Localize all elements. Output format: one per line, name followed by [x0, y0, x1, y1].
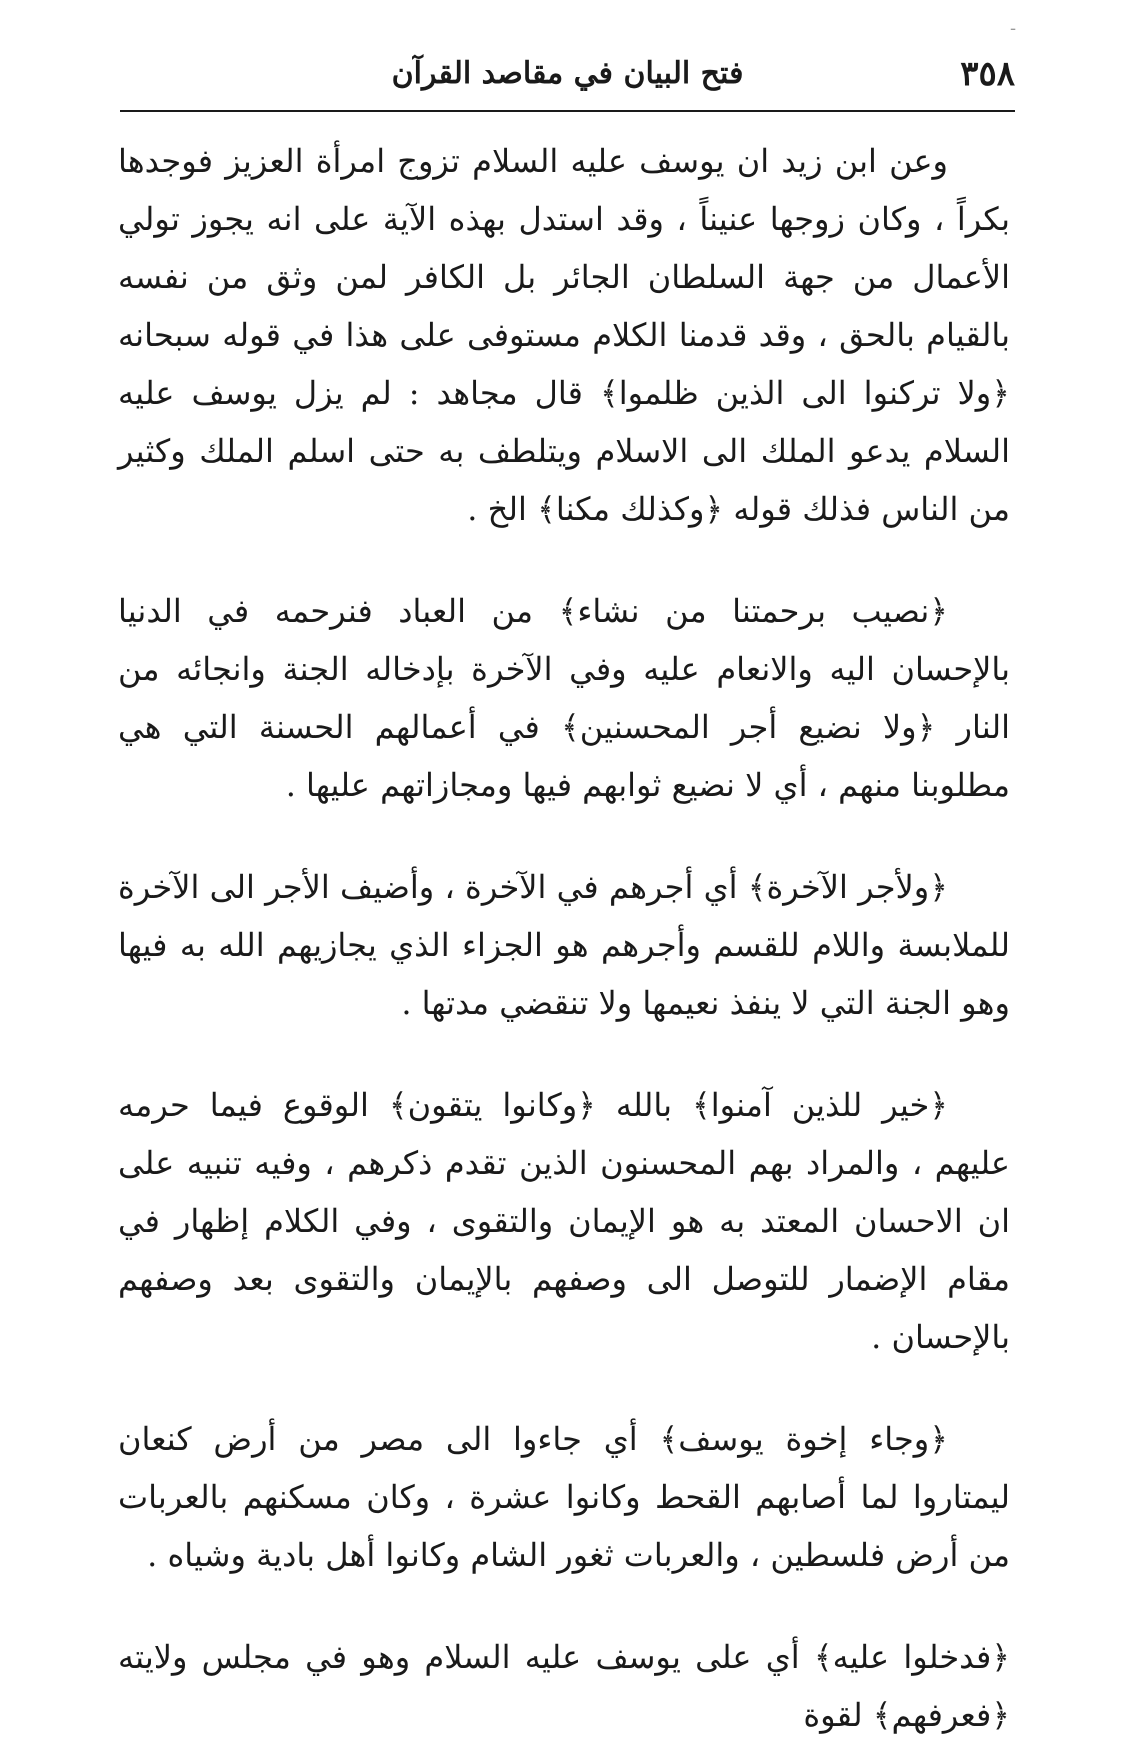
paragraph-5: ﴿وجاء إخوة يوسف﴾ أي جاءوا الى مصر من أرض كنعان ليمتاروا لما أصابهم القحط وكانوا عشرة ، وكان مسكنهم بالعربات من أرض فلسطين ، والعربات ثغور الشام وكانوا أهل بادية وشياه . — [118, 1420, 1011, 1574]
paragraph-3: ﴿ولأجر الآخرة﴾ أي أجرهم في الآخرة ، وأضيف الأجر الى الآخرة للملابسة واللام للقسم وأجرهم هو الجزاء الذي يجازيهم الله به فيها وهو الجنة التي لا ينفذ نعيمها ولا تنقضي مدتها . — [118, 868, 1011, 1022]
page-header — [120, 52, 1015, 104]
header-divider — [120, 110, 1015, 112]
paragraph-2: ﴿نصيب برحمتنا من نشاء﴾ من العباد فنرحمه في الدنيا بالإحسان اليه والانعام عليه وفي الآخرة بإدخاله الجنة وانجائه من النار ﴿ولا نضيع أجر المحسنين﴾ في أعمالهم الحسنة التي هي مطلوبنا منهم ، أي لا نضيع ثوابهم فيها ومجازاتهم عليها . — [118, 592, 1011, 804]
paragraph-4: ﴿خير للذين آمنوا﴾ بالله ﴿وكانوا يتقون﴾ الوقوع فيما حرمه عليهم ، والمراد بهم المحسنون الذين تقدم ذكرهم ، وفيه تنبيه على ان الاحسان المعتد به هو الإيمان والتقوى ، وفي الكلام إظهار في مقام الإضمار للتوصل الى وصفهم بالإيمان والتقوى بعد وصفهم بالإحسان . — [118, 1086, 1011, 1356]
running-title: فتح البيان في مقاصد القرآن — [391, 56, 744, 91]
page-number: ٣٥٨ — [960, 54, 1015, 94]
corner-mark: - — [1010, 18, 1017, 39]
paragraph-6: ﴿فدخلوا عليه﴾ أي على يوسف عليه السلام وهو في مجلس ولايته ﴿فعرفهم﴾ لقوة — [118, 1638, 1010, 1734]
paragraph-1: وعن ابن زيد ان يوسف عليه السلام تزوج امرأة العزيز فوجدها بكراً ، وكان زوجها عنيناً ، وقد استدل بهذه الآية على انه يجوز تولي الأعمال من جهة السلطان الجائر بل الكافر لمن وثق من نفسه بالقيام بالحق ، وقد قدمنا الكلام مستوفى على هذا في قوله سبحانه ﴿ولا تركنوا الى الذين ظلموا﴾ قال مجاهد : لم يزل يوسف عليه السلام يدعو الملك الى الاسلام ويتلطف به حتى اسلم الملك وكثير من الناس فذلك قوله ﴿وكذلك مكنا﴾ الخ . — [118, 142, 1011, 528]
page-body — [118, 132, 1010, 1744]
